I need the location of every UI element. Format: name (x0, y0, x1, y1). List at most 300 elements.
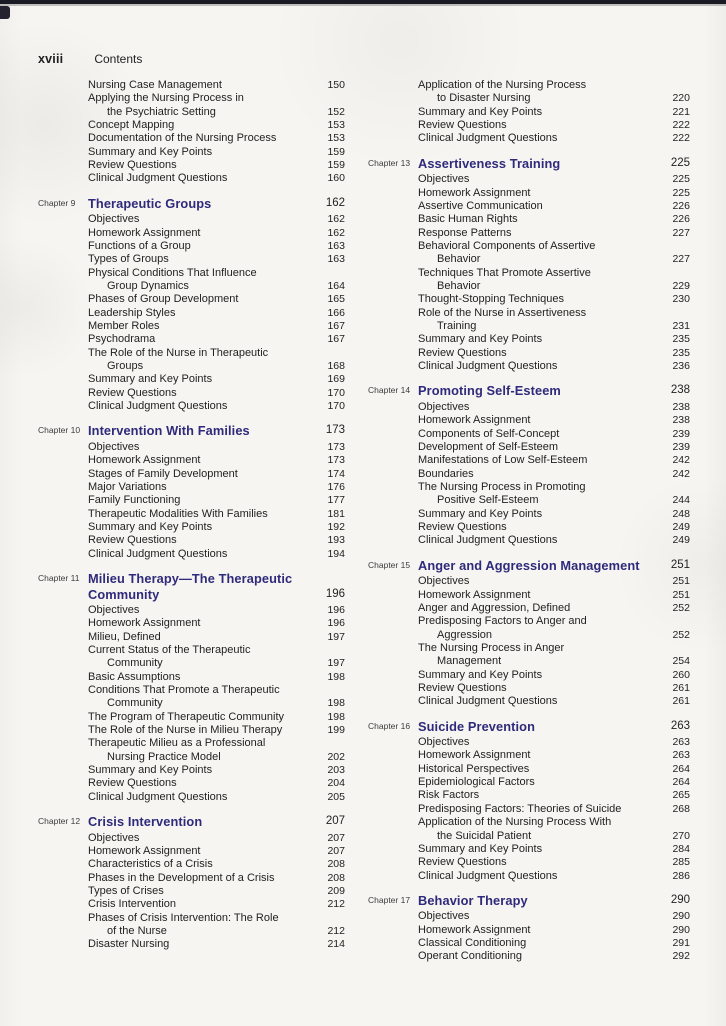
toc-entry-page: 225 (672, 186, 690, 199)
toc-entry-line: Milieu, Defined (88, 630, 161, 643)
toc-entry-text (418, 293, 660, 306)
toc-entry-text (418, 441, 660, 454)
toc-entry-line: Role of the Nurse in Assertiveness (418, 306, 587, 319)
toc-entry (88, 534, 345, 547)
toc-entry (88, 454, 345, 467)
toc-entry-text (88, 159, 315, 172)
toc-entry-page: 198 (327, 710, 345, 723)
toc-entry-line: Concept Mapping (88, 119, 175, 132)
toc-entry (418, 132, 690, 145)
toc-entry-line: Objectives (88, 831, 140, 844)
toc-entry-line: Review Questions (418, 856, 507, 869)
toc-entry-page: 235 (672, 333, 690, 346)
toc-entry-text (88, 213, 315, 226)
toc-entry-text (418, 950, 660, 963)
toc-entry (418, 307, 690, 334)
chapter-label: Chapter 16 (368, 720, 411, 731)
toc-entry-text (418, 347, 660, 360)
toc-entry (418, 454, 690, 467)
toc-entry-line: Nursing Practice Model (107, 750, 221, 763)
toc-entry (88, 400, 345, 413)
toc-entry-line: The Program of Therapeutic Community (88, 710, 285, 723)
toc-entry-line: Group Dynamics (107, 279, 189, 292)
toc-entry-line: Summary and Key Points (418, 333, 543, 346)
toc-entry-text (418, 508, 660, 521)
chapter-title (88, 196, 313, 212)
toc-entry-page: 173 (327, 454, 345, 467)
toc-entry-page: 205 (327, 790, 345, 803)
toc-entry-line: Risk Factors (418, 789, 480, 802)
toc-entry-text (88, 293, 315, 306)
toc-entry (418, 267, 690, 294)
toc-entry-line: Functions of a Group (88, 239, 191, 252)
chapter-page-number: 225 (670, 156, 690, 169)
toc-entry-page: 193 (327, 534, 345, 547)
toc-entry-page: 163 (327, 253, 345, 266)
toc-entry-line: Review Questions (88, 534, 177, 547)
scan-top-edge-shadow (0, 4, 726, 6)
toc-entry-text (418, 843, 660, 856)
toc-entry-line: Leadership Styles (88, 306, 176, 319)
toc-entry (88, 441, 345, 454)
toc-entry-page: 236 (672, 360, 690, 373)
toc-entry-line: Objectives (88, 440, 140, 453)
toc-entry-line: Objectives (88, 604, 140, 616)
toc-entry-page: 238 (672, 414, 690, 427)
toc-entry-line: Objectives (418, 736, 470, 749)
toc-entry-line: Community (107, 697, 163, 710)
toc-entry-page: 285 (672, 856, 690, 869)
toc-entry-text (418, 240, 660, 267)
toc-entry-page: 207 (327, 831, 345, 844)
toc-entry-page: 176 (327, 480, 345, 493)
toc-entry-line: Boundaries (418, 467, 474, 480)
chapter-heading (38, 569, 345, 604)
toc-entry-text (88, 737, 315, 764)
toc-column-left (38, 79, 345, 964)
table-of-contents (38, 79, 690, 964)
toc-entry-page: 251 (672, 588, 690, 601)
toc-entry-text (418, 213, 660, 226)
toc-entry (88, 711, 345, 724)
scan-corner-mark (0, 6, 10, 19)
toc-entry-text (418, 521, 660, 534)
toc-entry-text (88, 320, 315, 333)
toc-entry-line: Disaster Nursing (88, 938, 170, 951)
chapter-page-number: 162 (325, 196, 345, 209)
toc-entry-line: Behavioral Components of Assertive (418, 239, 596, 252)
toc-entry-text (418, 763, 660, 776)
chapter-section (38, 194, 345, 414)
toc-entry-text (88, 671, 315, 684)
toc-entry-line: Predisposing Factors to Anger and (418, 615, 587, 628)
toc-entry-text (88, 172, 315, 185)
toc-entry (88, 159, 345, 172)
toc-entry-line: to Disaster Nursing (437, 92, 531, 105)
toc-entry-text (88, 481, 315, 494)
toc-entry-line: Management (437, 655, 502, 668)
toc-entry-page: 226 (672, 199, 690, 212)
toc-entry-text (88, 548, 315, 561)
toc-entry-line: Epidemiological Factors (418, 776, 535, 789)
toc-entry-text (88, 253, 315, 266)
toc-entry-page: 164 (327, 279, 345, 292)
toc-entry-page: 286 (672, 869, 690, 882)
toc-entry-line: Training (437, 320, 477, 332)
toc-entry-line: Clinical Judgment Questions (418, 534, 558, 547)
toc-entry (418, 856, 690, 869)
toc-entry (418, 816, 690, 843)
toc-entry-line: Psychodrama (88, 333, 156, 346)
toc-entry (418, 79, 690, 106)
toc-entry (88, 293, 345, 306)
toc-entry-text (418, 642, 660, 669)
toc-entry (88, 494, 345, 507)
chapter-title-line: Community (88, 586, 160, 602)
toc-entry-line: Community (107, 657, 163, 670)
toc-entry-page: 252 (672, 601, 690, 614)
chapter-label: Chapter 13 (368, 157, 411, 168)
toc-entry-line: the Suicidal Patient (437, 829, 532, 842)
chapter-title-line: Anger and Aggression Management (418, 557, 640, 573)
toc-entry-page: 163 (327, 239, 345, 252)
toc-entry-text (88, 119, 315, 132)
toc-entry-text (88, 684, 315, 711)
toc-entry (418, 401, 690, 414)
toc-entry (418, 227, 690, 240)
chapter-section (38, 421, 345, 561)
toc-entry-page: 254 (672, 655, 690, 668)
toc-entry (418, 468, 690, 481)
toc-entry-text (418, 816, 660, 843)
chapter-page-number: 207 (325, 815, 345, 828)
toc-entry-page: 222 (672, 132, 690, 145)
toc-entry (88, 684, 345, 711)
toc-entry-page: 242 (672, 467, 690, 480)
toc-entry-page: 261 (672, 695, 690, 708)
toc-entry-line: the Psychiatric Setting (107, 105, 216, 118)
toc-entry-page: 244 (672, 494, 690, 507)
chapter-heading (38, 194, 345, 214)
toc-entry (88, 858, 345, 871)
toc-entry (88, 240, 345, 253)
toc-entry (418, 441, 690, 454)
toc-entry-page: 153 (327, 132, 345, 145)
toc-entry (88, 172, 345, 185)
toc-entry-text (418, 414, 660, 427)
toc-entry-line: Objectives (418, 173, 470, 186)
toc-entry-text (418, 749, 660, 762)
toc-entry-line: Review Questions (418, 119, 507, 132)
chapter-section (38, 569, 345, 804)
toc-entry-text (88, 267, 315, 294)
toc-entry-line: Characteristics of a Crisis (88, 858, 213, 871)
toc-entry-line: Clinical Judgment Questions (418, 695, 558, 708)
chapter-label: Chapter 9 (38, 197, 76, 208)
toc-entry-page: 264 (672, 762, 690, 775)
toc-entry-text (418, 910, 660, 923)
toc-entry-line: Objectives (418, 400, 470, 413)
chapter-title-line: Assertiveness Training (418, 155, 561, 171)
toc-entry-page: 159 (327, 145, 345, 158)
chapter-label: Chapter 10 (38, 425, 81, 436)
toc-entry-text (418, 736, 660, 749)
toc-entry (418, 521, 690, 534)
toc-entry (418, 910, 690, 923)
toc-entry-text (418, 173, 660, 186)
toc-entry-text (88, 441, 315, 454)
chapter-page-number: 290 (670, 893, 690, 906)
toc-entry (418, 736, 690, 749)
toc-entry-text (418, 360, 660, 373)
toc-entry-line: Summary and Key Points (88, 764, 213, 777)
toc-entry-line: Thought-Stopping Techniques (418, 293, 564, 306)
toc-entry-page: 177 (327, 494, 345, 507)
chapter-heading (368, 381, 690, 401)
toc-entry-line: Conditions That Promote a Therapeutic (88, 684, 280, 697)
toc-entry-text (88, 508, 315, 521)
toc-entry-page: 239 (672, 440, 690, 453)
toc-entry (88, 791, 345, 804)
toc-entry-text (418, 789, 660, 802)
toc-entry (418, 575, 690, 588)
chapter-section (368, 891, 690, 964)
toc-entry-page: 160 (327, 172, 345, 185)
toc-entry (88, 548, 345, 561)
chapter-page-number: 251 (670, 558, 690, 571)
toc-entry (88, 373, 345, 386)
toc-entry-page: 165 (327, 293, 345, 306)
toc-entry-page: 170 (327, 400, 345, 413)
toc-entry (418, 950, 690, 963)
chapter-title (88, 571, 313, 602)
toc-entry-line: Operant Conditioning (418, 950, 522, 963)
toc-entry (418, 763, 690, 776)
toc-entry (418, 776, 690, 789)
toc-entry (418, 642, 690, 669)
toc-entry (418, 360, 690, 373)
toc-entry-text (88, 711, 315, 724)
toc-entry-line: Development of Self-Esteem (418, 440, 559, 453)
chapter-title (418, 893, 658, 909)
toc-entry-text (88, 912, 315, 939)
toc-entry-page: 166 (327, 306, 345, 319)
toc-entry-page: 264 (672, 776, 690, 789)
toc-entry (88, 671, 345, 684)
toc-entry-text (418, 776, 660, 789)
chapter-label: Chapter 17 (368, 894, 411, 905)
toc-entry-text (418, 132, 660, 145)
toc-entry-text (418, 803, 660, 816)
toc-entry-page: 268 (672, 802, 690, 815)
toc-entry-text (418, 333, 660, 346)
toc-entry-text (88, 885, 315, 898)
toc-entry-text (88, 132, 315, 145)
toc-entry-page: 169 (327, 373, 345, 386)
toc-entry-text (418, 454, 660, 467)
toc-entry (418, 333, 690, 346)
toc-entry-text (418, 534, 660, 547)
toc-entry (418, 173, 690, 186)
toc-entry-text (418, 695, 660, 708)
page-header (38, 52, 142, 66)
toc-entry-line: Review Questions (418, 346, 507, 359)
toc-entry-page: 239 (672, 427, 690, 440)
chapter-heading (368, 891, 690, 911)
toc-entry-text (88, 644, 315, 671)
header-title: Contents (94, 52, 143, 66)
toc-entry-line: Types of Crises (88, 885, 164, 898)
toc-entry-text (88, 938, 315, 951)
toc-entry (88, 119, 345, 132)
toc-entry-line: Types of Groups (88, 253, 169, 266)
toc-entry-page: 230 (672, 293, 690, 306)
toc-entry (88, 146, 345, 159)
toc-entry (418, 669, 690, 682)
toc-entry-page: 235 (672, 346, 690, 359)
toc-entry-line: Clinical Judgment Questions (418, 869, 558, 882)
toc-entry-page: 208 (327, 871, 345, 884)
toc-entry-line: Crisis Intervention (88, 898, 177, 911)
toc-entry-line: Applying the Nursing Process in (88, 92, 244, 105)
toc-entry (418, 602, 690, 615)
toc-entry-text (418, 602, 660, 615)
toc-entry-text (418, 937, 660, 950)
toc-entry-page: 209 (327, 885, 345, 898)
toc-entry-page: 168 (327, 360, 345, 373)
toc-entry-page: 284 (672, 842, 690, 855)
toc-entry-page: 220 (672, 92, 690, 105)
toc-column-right (368, 79, 690, 964)
toc-entry-line: Physical Conditions That Influence (88, 266, 257, 279)
toc-entry-line: Application of the Nursing Process With (418, 816, 612, 829)
toc-entry-line: Summary and Key Points (88, 520, 213, 533)
toc-entry-page: 207 (327, 845, 345, 857)
toc-entry-line: of the Nurse (107, 925, 167, 938)
toc-entry-line: Predisposing Factors: Theories of Suicide (418, 802, 622, 815)
toc-entry (88, 521, 345, 534)
toc-entry-page: 208 (327, 858, 345, 871)
chapter-page-number: 196 (325, 587, 345, 600)
toc-entry-text (418, 615, 660, 642)
chapter-label: Chapter 11 (38, 573, 80, 583)
toc-entry-page: 197 (327, 657, 345, 670)
toc-entry-text (418, 267, 660, 294)
toc-entry-page: 173 (327, 440, 345, 453)
toc-entry-text (88, 494, 315, 507)
toc-entry-page: 202 (327, 750, 345, 763)
toc-entry-line: Review Questions (88, 386, 177, 399)
toc-entry-line: Summary and Key Points (88, 373, 213, 386)
toc-entry-line: Manifestations of Low Self-Esteem (418, 454, 588, 467)
chapter-title (88, 814, 313, 830)
chapter-label: Chapter 12 (38, 816, 81, 827)
toc-entry-text (88, 387, 315, 400)
toc-entry-page: 238 (672, 400, 690, 413)
toc-entry (418, 187, 690, 200)
toc-entry-line: Classical Conditioning (418, 937, 527, 950)
toc-entry-page: 167 (327, 333, 345, 346)
toc-entry (88, 898, 345, 911)
toc-entry (88, 912, 345, 939)
chapter-section (368, 381, 690, 547)
toc-entry (88, 79, 345, 92)
toc-entry-line: Homework Assignment (418, 414, 531, 427)
toc-entry (88, 468, 345, 481)
toc-entry-text (418, 227, 660, 240)
toc-entry-page: 194 (327, 547, 345, 560)
chapter-heading (38, 421, 345, 441)
toc-entry-text (418, 924, 660, 937)
toc-entry-page: 251 (672, 575, 690, 588)
toc-entry (88, 347, 345, 374)
toc-entry-line: The Nursing Process in Promoting (418, 480, 586, 493)
toc-entry (88, 267, 345, 294)
toc-entry-page: 290 (672, 923, 690, 936)
toc-entry-text (418, 428, 660, 441)
toc-entry-page: 181 (327, 507, 345, 520)
toc-entry-line: Summary and Key Points (418, 668, 543, 681)
toc-entry (418, 749, 690, 762)
toc-entry (418, 803, 690, 816)
chapter-title-line: Milieu Therapy—The Therapeutic (88, 571, 293, 586)
toc-entry-page: 248 (672, 507, 690, 520)
toc-entry-page: 263 (672, 736, 690, 749)
toc-entry-text (88, 777, 315, 790)
toc-entry-text (88, 521, 315, 534)
toc-entry-text (418, 79, 660, 106)
toc-entry-line: Clinical Judgment Questions (88, 547, 228, 560)
toc-entry (418, 615, 690, 642)
toc-entry-text (88, 617, 315, 630)
toc-entry-page: 265 (672, 789, 690, 802)
chapter-section (368, 154, 690, 374)
toc-entry-page: 198 (327, 670, 345, 683)
toc-entry (88, 644, 345, 671)
toc-entry-line: Stages of Family Development (88, 467, 238, 480)
toc-entry-page: 174 (327, 467, 345, 480)
toc-entry-page: 226 (672, 213, 690, 226)
toc-entry-line: Major Variations (88, 480, 167, 493)
toc-entry-page: 263 (672, 749, 690, 762)
toc-entry-line: Clinical Judgment Questions (418, 360, 558, 373)
chapter-heading (368, 154, 690, 174)
toc-entry-page: 214 (327, 938, 345, 951)
toc-entry (88, 737, 345, 764)
toc-entry (88, 631, 345, 644)
toc-entry (418, 789, 690, 802)
toc-entry-page: 242 (672, 454, 690, 467)
toc-entry-text (418, 669, 660, 682)
toc-entry-line: Behavior (437, 253, 481, 266)
toc-entry-line: Homework Assignment (88, 226, 201, 239)
toc-entry-line: Summary and Key Points (418, 842, 543, 855)
toc-entry-line: Homework Assignment (418, 588, 531, 601)
toc-entry-text (418, 187, 660, 200)
toc-entry (418, 293, 690, 306)
toc-entry-page: 150 (327, 79, 345, 91)
toc-entry-page: 212 (327, 925, 345, 938)
toc-entry-line: Historical Perspectives (418, 762, 530, 775)
toc-entry-text (88, 534, 315, 547)
toc-entry-text (418, 481, 660, 508)
toc-entry-page: 162 (327, 226, 345, 239)
toc-entry-text (418, 401, 660, 414)
toc-entry-line: Aggression (437, 628, 493, 641)
toc-entry-text (418, 589, 660, 602)
chapter-title (418, 156, 658, 172)
toc-entry (88, 617, 345, 630)
